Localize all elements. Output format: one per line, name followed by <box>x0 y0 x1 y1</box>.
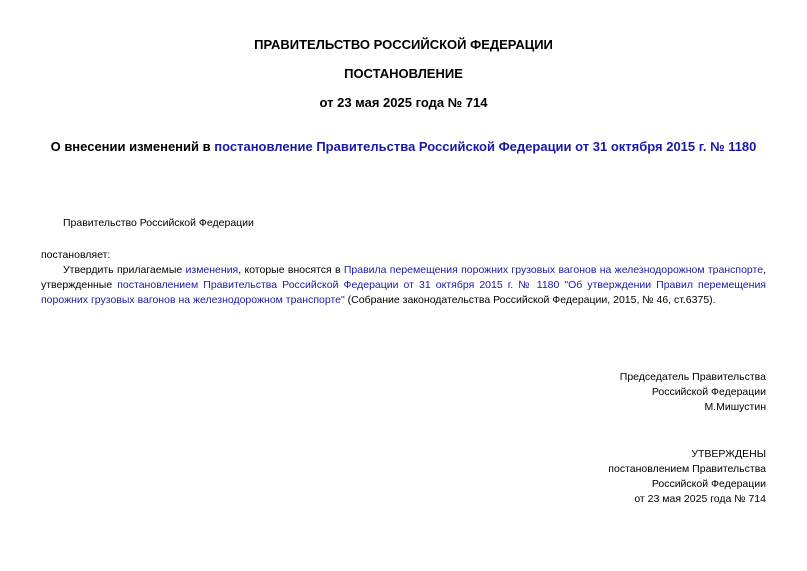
approval-line2: постановлением Правительства <box>608 463 766 475</box>
signature-position-line1: Председатель Правительства <box>619 371 766 383</box>
document-type-heading: ПОСТАНОВЛЕНИЕ <box>344 66 463 81</box>
approval-line1: УТВЕРЖДЕНЫ <box>691 448 766 460</box>
signature-name: М.Мишустин <box>704 401 766 413</box>
government-heading: ПРАВИТЕЛЬСТВО РОССИЙСКОЙ ФЕДЕРАЦИИ <box>254 37 553 52</box>
signature-block <box>620 370 766 415</box>
document-date-number: от 23 мая 2025 года № 714 <box>319 95 488 110</box>
approval-block <box>608 447 766 507</box>
body-text-4: (Собрание законодательства Российской Федерации, 2015, № 46, ст.6375). <box>344 294 716 306</box>
rules-link[interactable]: Правила перемещения порожних грузовых вагонов на железнодорожном транспорте <box>343 264 764 276</box>
body-text-3: , утвержденные <box>41 264 766 291</box>
body-text-2: , которые вносятся в <box>238 264 344 276</box>
body-paragraph <box>41 263 766 308</box>
signature-position-line2: Российской Федерации <box>651 386 766 398</box>
resolves-text: постановляет: <box>41 249 111 261</box>
approval-line4: от 23 мая 2025 года № 714 <box>634 493 766 505</box>
title-prefix: О внесении изменений в <box>50 139 215 154</box>
intro-text: Правительство Российской Федерации <box>63 217 254 229</box>
body-text-1: Утвердить прилагаемые <box>63 264 186 276</box>
decree-link[interactable]: постановлением Правительства Российской Федерации от 31 октября 2015 г. № 1180 "Об утверждении Правил перемещения порожних грузовых вагонов на железнодорожном транспорте" <box>41 279 766 306</box>
title-decree-link[interactable]: постановление Правительства Российской Федерации от 31 октября 2015 г. № 1180 <box>214 139 757 154</box>
amendments-link[interactable]: изменения <box>185 264 239 276</box>
approval-line3: Российской Федерации <box>651 478 766 490</box>
document-title <box>50 138 757 155</box>
